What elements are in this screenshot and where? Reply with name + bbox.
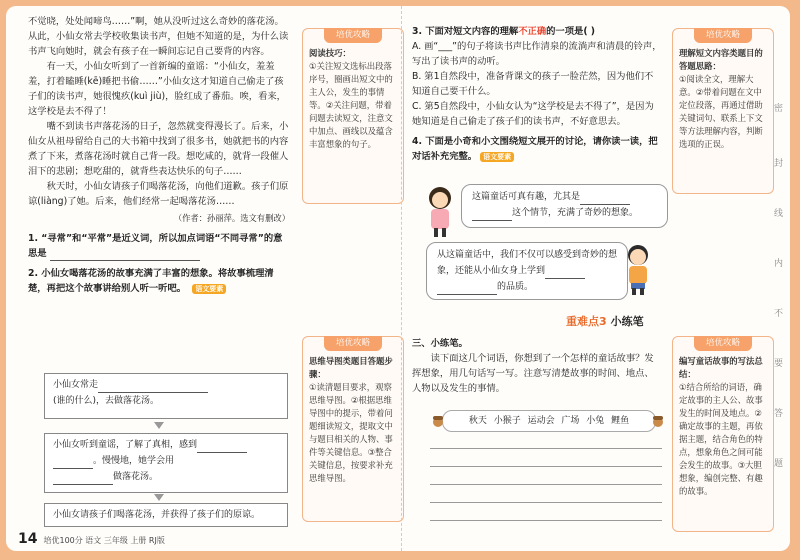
tip-box-1 [302, 28, 404, 204]
para-4: 秋天时，小仙女请孩子们喝落花汤，向他们道歉。孩子们原谅(liàng)了她。后来，他们经常一起喝落花汤…… [28, 181, 289, 207]
writing-line-4[interactable] [430, 502, 662, 503]
writing-line-5[interactable] [430, 520, 662, 521]
question-3: 3. 下面对短文内容的理解不正确的一项是( ) [412, 26, 596, 37]
question-1-blank[interactable] [50, 250, 200, 261]
option-c[interactable]: C. 第5自然段中，小仙女认为“这学校是去不得了”，是因为她知道是自己偷走了孩子们的读书声，不好意思去。 [412, 101, 654, 127]
question-2-text: 2. 小仙女喝落花汤的故事充满了丰富的想象。将故事梳理清楚，再把这个故事讲给别人听一听吧。 [28, 268, 274, 294]
bubble-2-blank-2[interactable] [437, 284, 497, 295]
tip-4-body: ①结合所给的词语，确定故事的主人公、故事发生的时间及地点。②确定故事的主题，再依据主题，结合角色的特点，想象角色之间可能会发生的故事。③大胆想象，编创完整、有趣的故事。 [679, 382, 763, 496]
mindmap-box-1 [44, 373, 288, 419]
tip-box-4 [672, 336, 774, 532]
binding-char: 答 [774, 409, 784, 419]
section-number: 重难点3 [566, 315, 607, 328]
practice-section [412, 336, 662, 396]
binding-char: 密 [774, 104, 784, 114]
arrow-down-icon [154, 422, 164, 429]
arrow-down-icon [154, 494, 164, 501]
practice-title: 三、小练笔。 [412, 338, 468, 349]
word-bank: 秋天 小猴子 运动会 广场 小兔 鲤鱼 [442, 410, 656, 432]
mindmap-box-2 [44, 433, 288, 493]
binding-char: 不 [774, 309, 784, 319]
bubble-1-blank-2[interactable] [472, 210, 512, 221]
acorn-icon [432, 413, 444, 432]
para-3: 嘴不到读书声落花汤的日子，忽然就变得漫长了。后来，小仙女从祖母留给自己的大书箱中找到了很多书，她就把书的内容煮了下来，煮落花汤时就自己背一段。想吃咸的，就背一段催人泪下的悲剧；想吃甜的，就背些表达快乐的句子…… [28, 121, 289, 177]
tip-3-head: 理解短文内容类题目的答题思路： [679, 48, 763, 71]
acorn-icon [652, 413, 664, 432]
mindmap-blank-2[interactable] [197, 442, 247, 453]
center-fold [401, 6, 402, 551]
writing-line-1[interactable] [430, 448, 662, 449]
tip-4-title: 培优攻略 [694, 336, 752, 351]
binding-char: 封 [774, 159, 784, 169]
binding-char: 内 [774, 259, 784, 269]
right-column [412, 24, 662, 164]
question-4-tag: 语文要素 [480, 152, 514, 162]
source-note: （作者：孙丽萍。选文有删改） [173, 213, 290, 223]
question-1-text: 1. “寻常”和“平常”是近义词，所以加点词语“不同寻常”的意思是 [28, 233, 283, 259]
tip-3-title: 培优攻略 [694, 28, 752, 43]
question-4: 4. 下面是小奇和小文围绕短文展开的讨论，请你读一读，把对话补充完整。 语文要素 [412, 136, 658, 162]
left-column [28, 14, 290, 296]
footer-info: 培优100分 语文 三年级 上册 RJ版 [43, 536, 165, 545]
binding-char: 要 [774, 359, 784, 369]
mindmap-blank-3[interactable] [53, 458, 93, 469]
tip-2-head: 思维导图类题目答题步骤： [309, 356, 393, 379]
para-2: 有一天，小仙女听到了一首新编的童谣：“小仙女，羞羞羞，打着瞌睡(kē)睡把书偷……”小仙女这才知道自己偷走了孩子们的读书声，她很愧疚(kuì jiù)，脸红成了番茄。唉，看来，这学校是去不得了！ [28, 61, 286, 117]
mindmap-box-2-line-3: 做落花汤。 [53, 469, 279, 485]
section-title: 小练笔 [610, 315, 644, 328]
tip-3-body: ①阅读全文，理解大意。②带着问题在文中定位段落，再通过借助关键词句、联系上下文等方法理解内容，判断选项的正误。 [679, 74, 763, 149]
writing-line-3[interactable] [430, 484, 662, 485]
tip-2-body: ①读清题目要求，观察思维导图。②根据思维导图中的提示，带着问题细读短文，提取文中与题目相关的人物、事件等关键信息。③整合关键信息，按要求补充思维导图。 [309, 382, 393, 483]
tip-box-3 [672, 28, 774, 194]
tip-box-2 [302, 336, 404, 522]
practice-instructions: 读下面这几个词语，你想到了一个怎样的童话故事？发挥想象，用几句话写一写。注意写清楚故事的时间、地点、人物以及发生的事情。 [412, 353, 654, 394]
binding-char: 题 [774, 459, 784, 469]
bubble-1-blank-1[interactable] [580, 194, 630, 205]
section-header [566, 313, 644, 329]
question-2 [28, 266, 290, 296]
mindmap-box-1-line-2: (谁的什么)，去做落花汤。 [53, 396, 160, 406]
mindmap-box-2-line-1: 小仙女听到童谣，了解了真相，感到 [53, 437, 279, 453]
option-a[interactable]: A. 画“___”的句子将读书声比作清泉的流淌声和清晨的铃声，写出了读书声的动听。 [412, 41, 662, 67]
mindmap-blank-4[interactable] [53, 474, 113, 485]
tip-1-head: 阅读技巧： [309, 48, 351, 58]
question-2-tag: 语文要素 [192, 284, 226, 294]
question-1 [28, 231, 290, 261]
speech-bubble-2: 从这篇童话中，我们不仅可以感受到奇妙的想象，还能从小仙女身上学到 的品质。 [426, 242, 628, 300]
bubble-2-blank-1[interactable] [545, 268, 585, 279]
tip-1-body: ①关注短文选标出段落序号，圈画出短文中的主人公，发生的事情等。②关注问题，带着问题去读短文，注意文中加点、画线以及蕴含丰富想象的句子。 [309, 61, 393, 149]
binding-char: 线 [774, 209, 784, 219]
mindmap-box-2-line-2: 。慢慢地，她学会用 [53, 453, 279, 469]
writing-line-2[interactable] [430, 466, 662, 467]
binding-margin [771, 6, 789, 551]
mindmap-blank-1[interactable] [98, 382, 208, 393]
page-footer [18, 531, 165, 547]
tip-2-title: 培优攻略 [324, 336, 382, 351]
tip-4-head: 编写童话故事的写法总结： [679, 356, 763, 379]
page-number: 14 [18, 531, 38, 547]
girl-character-icon [422, 184, 458, 242]
para-1: 不觉晓，处处闻啼鸟……”啊，她从没听过这么奇妙的落花汤。从此，小仙女常去学校收集读书声，但她不知道的是，为什么读书声飞向她时，就会有孩子在一瞬间忘记自己要背的内容。 [28, 16, 289, 57]
mindmap-box-1-line-1: 小仙女常走 [53, 377, 279, 393]
mindmap-box-3-text: 小仙女请孩子们喝落花汤，并获得了孩子们的原谅。 [53, 510, 261, 520]
mindmap-box-3 [44, 503, 288, 527]
workbook-page [6, 6, 790, 551]
option-b[interactable]: B. 第1自然段中，准备背课文的孩子一脸茫然，因为他们不知道自己要干什么。 [412, 71, 654, 97]
speech-bubble-1: 这篇童话可真有趣，尤其是 这个情节，充满了奇妙的想象。 [461, 184, 668, 228]
tip-1-title: 培优攻略 [324, 28, 382, 43]
boy-character-icon [620, 242, 656, 300]
